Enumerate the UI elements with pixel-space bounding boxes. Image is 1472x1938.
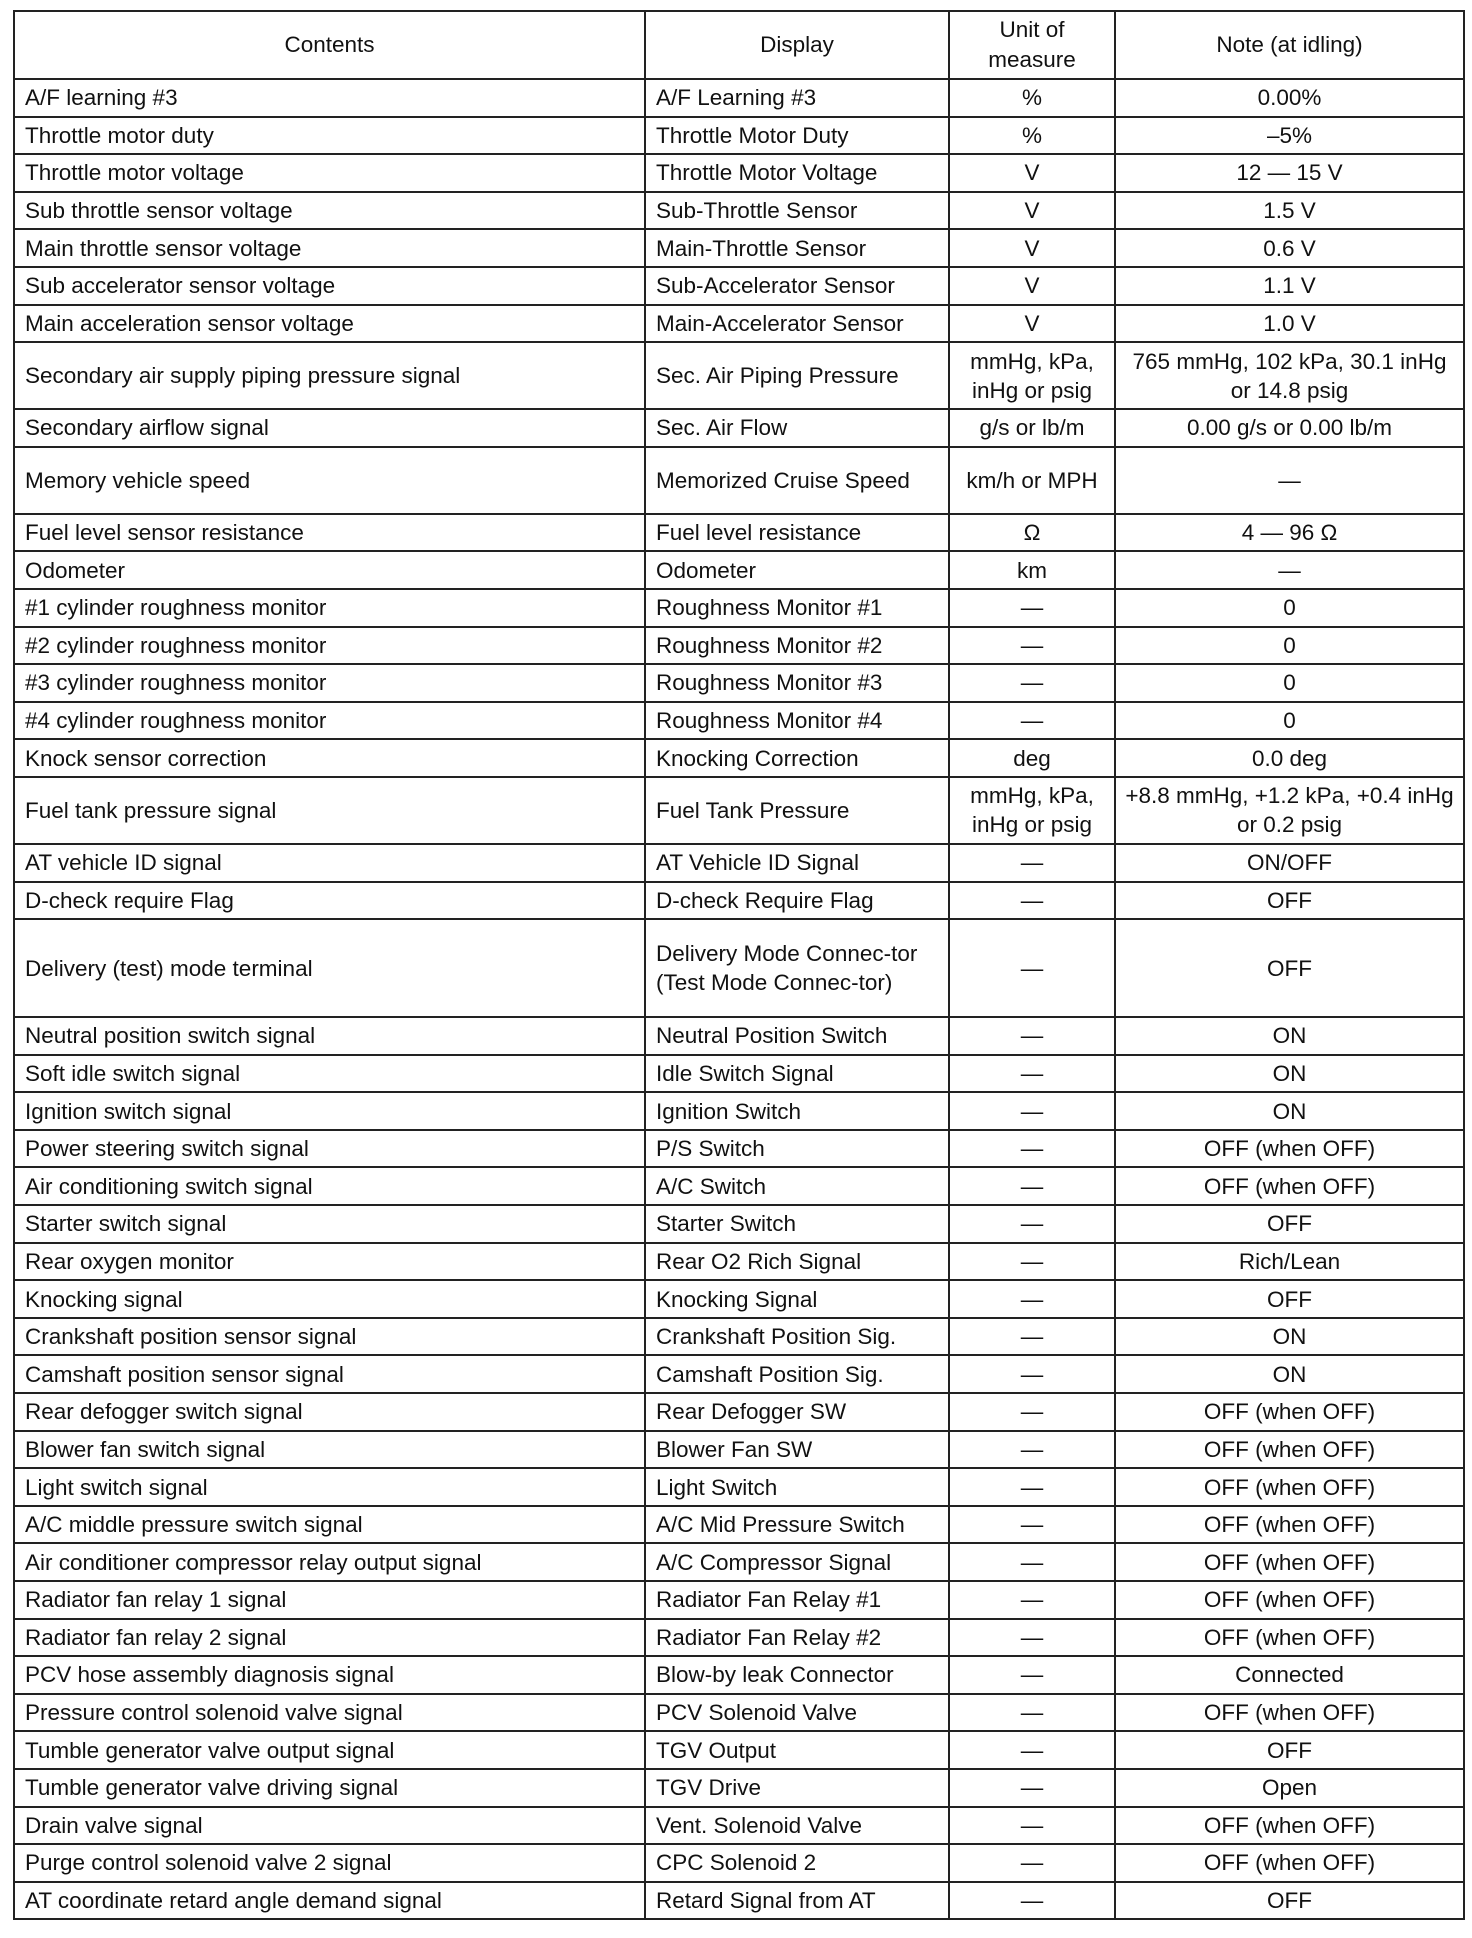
- cell-unit: —: [949, 1431, 1115, 1469]
- cell-display: Rear Defogger SW: [645, 1393, 949, 1431]
- table-row: [14, 919, 1464, 1017]
- cell-display: Sec. Air Flow: [645, 409, 949, 447]
- cell-unit: mmHg, kPa, inHg or psig: [949, 342, 1115, 409]
- cell-note: 1.0 V: [1115, 305, 1464, 343]
- cell-display: CPC Solenoid 2: [645, 1844, 949, 1882]
- table-row: [14, 1468, 1464, 1506]
- cell-display: P/S Switch: [645, 1130, 949, 1168]
- cell-display: Vent. Solenoid Valve: [645, 1807, 949, 1845]
- table-row: [14, 1055, 1464, 1093]
- table-body: [14, 79, 1464, 1919]
- cell-contents: Tumble generator valve driving signal: [14, 1769, 645, 1807]
- cell-display: Ignition Switch: [645, 1092, 949, 1130]
- cell-note: ON: [1115, 1318, 1464, 1356]
- table-row: [14, 117, 1464, 155]
- cell-display: Knocking Correction: [645, 739, 949, 777]
- cell-contents: Air conditioning switch signal: [14, 1167, 645, 1205]
- cell-display: Retard Signal from AT: [645, 1882, 949, 1920]
- cell-display: Starter Switch: [645, 1205, 949, 1243]
- table-row: [14, 589, 1464, 627]
- table-row: [14, 305, 1464, 343]
- cell-unit: km/h or MPH: [949, 447, 1115, 514]
- table-row: [14, 1656, 1464, 1694]
- cell-note: 0.00%: [1115, 79, 1464, 117]
- cell-contents: AT coordinate retard angle demand signal: [14, 1882, 645, 1920]
- cell-display: Main-Throttle Sensor: [645, 229, 949, 267]
- cell-contents: D-check require Flag: [14, 882, 645, 920]
- cell-contents: Sub throttle sensor voltage: [14, 192, 645, 230]
- cell-display: Rear O2 Rich Signal: [645, 1243, 949, 1281]
- cell-contents: Neutral position switch signal: [14, 1017, 645, 1055]
- cell-display: Roughness Monitor #1: [645, 589, 949, 627]
- cell-display: Sub-Throttle Sensor: [645, 192, 949, 230]
- header-display: Display: [645, 11, 949, 79]
- cell-contents: Main throttle sensor voltage: [14, 229, 645, 267]
- cell-unit: %: [949, 117, 1115, 155]
- cell-note: OFF (when OFF): [1115, 1431, 1464, 1469]
- cell-note: Open: [1115, 1769, 1464, 1807]
- table-row: [14, 1543, 1464, 1581]
- cell-unit: —: [949, 1055, 1115, 1093]
- cell-display: Idle Switch Signal: [645, 1055, 949, 1093]
- header-contents: Contents: [14, 11, 645, 79]
- cell-note: 0: [1115, 589, 1464, 627]
- table-row: [14, 1807, 1464, 1845]
- cell-unit: km: [949, 551, 1115, 589]
- table-row: [14, 409, 1464, 447]
- cell-note: 0: [1115, 664, 1464, 702]
- cell-unit: —: [949, 1882, 1115, 1920]
- cell-display: Throttle Motor Voltage: [645, 154, 949, 192]
- table-row: [14, 79, 1464, 117]
- cell-note: ON: [1115, 1092, 1464, 1130]
- cell-contents: Knock sensor correction: [14, 739, 645, 777]
- cell-unit: —: [949, 1355, 1115, 1393]
- table-row: [14, 1506, 1464, 1544]
- cell-display: Roughness Monitor #2: [645, 627, 949, 665]
- cell-contents: #1 cylinder roughness monitor: [14, 589, 645, 627]
- cell-note: OFF (when OFF): [1115, 1506, 1464, 1544]
- cell-contents: Fuel tank pressure signal: [14, 777, 645, 844]
- header-row: [14, 11, 1464, 79]
- cell-contents: Secondary airflow signal: [14, 409, 645, 447]
- cell-note: OFF (when OFF): [1115, 1807, 1464, 1845]
- cell-contents: Delivery (test) mode terminal: [14, 919, 645, 1017]
- table-row: [14, 1167, 1464, 1205]
- table-row: [14, 551, 1464, 589]
- header-note: Note (at idling): [1115, 11, 1464, 79]
- cell-note: Connected: [1115, 1656, 1464, 1694]
- cell-display: Radiator Fan Relay #1: [645, 1581, 949, 1619]
- cell-display: A/C Switch: [645, 1167, 949, 1205]
- cell-unit: —: [949, 882, 1115, 920]
- cell-contents: #2 cylinder roughness monitor: [14, 627, 645, 665]
- cell-note: OFF (when OFF): [1115, 1694, 1464, 1732]
- cell-contents: Memory vehicle speed: [14, 447, 645, 514]
- table-row: [14, 267, 1464, 305]
- cell-unit: —: [949, 1167, 1115, 1205]
- cell-contents: Light switch signal: [14, 1468, 645, 1506]
- cell-note: OFF (when OFF): [1115, 1581, 1464, 1619]
- cell-display: Knocking Signal: [645, 1280, 949, 1318]
- cell-display: TGV Output: [645, 1731, 949, 1769]
- table-row: [14, 154, 1464, 192]
- cell-display: Delivery Mode Connec-tor (Test Mode Connec-tor): [645, 919, 949, 1017]
- cell-note: ON/OFF: [1115, 844, 1464, 882]
- cell-contents: #4 cylinder roughness monitor: [14, 702, 645, 740]
- cell-display: A/C Mid Pressure Switch: [645, 1506, 949, 1544]
- table-row: [14, 1205, 1464, 1243]
- cell-unit: —: [949, 1844, 1115, 1882]
- header-unit: Unit of measure: [949, 11, 1115, 79]
- cell-contents: Blower fan switch signal: [14, 1431, 645, 1469]
- table-row: [14, 1130, 1464, 1168]
- cell-contents: Throttle motor voltage: [14, 154, 645, 192]
- cell-contents: Starter switch signal: [14, 1205, 645, 1243]
- cell-display: Blower Fan SW: [645, 1431, 949, 1469]
- table-row: [14, 342, 1464, 409]
- cell-display: Throttle Motor Duty: [645, 117, 949, 155]
- cell-display: Roughness Monitor #4: [645, 702, 949, 740]
- table-row: [14, 447, 1464, 514]
- table-row: [14, 1393, 1464, 1431]
- cell-display: Fuel level resistance: [645, 514, 949, 552]
- cell-note: 0: [1115, 627, 1464, 665]
- cell-display: Roughness Monitor #3: [645, 664, 949, 702]
- cell-contents: Secondary air supply piping pressure signal: [14, 342, 645, 409]
- cell-unit: —: [949, 1731, 1115, 1769]
- cell-note: ON: [1115, 1055, 1464, 1093]
- cell-contents: Camshaft position sensor signal: [14, 1355, 645, 1393]
- cell-unit: —: [949, 589, 1115, 627]
- cell-note: 765 mmHg, 102 kPa, 30.1 inHg or 14.8 psig: [1115, 342, 1464, 409]
- cell-unit: V: [949, 229, 1115, 267]
- cell-unit: —: [949, 1130, 1115, 1168]
- cell-display: Radiator Fan Relay #2: [645, 1619, 949, 1657]
- cell-contents: Radiator fan relay 1 signal: [14, 1581, 645, 1619]
- cell-unit: V: [949, 267, 1115, 305]
- cell-note: —: [1115, 447, 1464, 514]
- cell-note: Rich/Lean: [1115, 1243, 1464, 1281]
- cell-note: OFF: [1115, 1731, 1464, 1769]
- table-header: [14, 11, 1464, 79]
- cell-display: Camshaft Position Sig.: [645, 1355, 949, 1393]
- cell-note: OFF (when OFF): [1115, 1167, 1464, 1205]
- cell-display: Memorized Cruise Speed: [645, 447, 949, 514]
- cell-note: ON: [1115, 1355, 1464, 1393]
- cell-note: –5%: [1115, 117, 1464, 155]
- cell-display: Odometer: [645, 551, 949, 589]
- cell-contents: PCV hose assembly diagnosis signal: [14, 1656, 645, 1694]
- cell-unit: —: [949, 1205, 1115, 1243]
- table-row: [14, 844, 1464, 882]
- cell-contents: Drain valve signal: [14, 1807, 645, 1845]
- table-row: [14, 1280, 1464, 1318]
- cell-unit: —: [949, 627, 1115, 665]
- cell-contents: A/C middle pressure switch signal: [14, 1506, 645, 1544]
- cell-contents: Sub accelerator sensor voltage: [14, 267, 645, 305]
- cell-unit: —: [949, 1694, 1115, 1732]
- cell-note: OFF (when OFF): [1115, 1619, 1464, 1657]
- cell-unit: V: [949, 305, 1115, 343]
- cell-unit: —: [949, 1017, 1115, 1055]
- cell-unit: V: [949, 192, 1115, 230]
- cell-display: TGV Drive: [645, 1769, 949, 1807]
- cell-unit: deg: [949, 739, 1115, 777]
- cell-display: Sec. Air Piping Pressure: [645, 342, 949, 409]
- cell-unit: mmHg, kPa, inHg or psig: [949, 777, 1115, 844]
- cell-note: OFF (when OFF): [1115, 1468, 1464, 1506]
- cell-display: A/C Compressor Signal: [645, 1543, 949, 1581]
- table-row: [14, 882, 1464, 920]
- table-row: [14, 229, 1464, 267]
- cell-display: Fuel Tank Pressure: [645, 777, 949, 844]
- cell-unit: —: [949, 664, 1115, 702]
- cell-contents: Ignition switch signal: [14, 1092, 645, 1130]
- table-row: [14, 192, 1464, 230]
- table-row: [14, 739, 1464, 777]
- cell-note: OFF: [1115, 882, 1464, 920]
- cell-note: 1.1 V: [1115, 267, 1464, 305]
- table-row: [14, 702, 1464, 740]
- cell-display: AT Vehicle ID Signal: [645, 844, 949, 882]
- table-row: [14, 1731, 1464, 1769]
- cell-unit: %: [949, 79, 1115, 117]
- cell-note: 0.6 V: [1115, 229, 1464, 267]
- cell-unit: —: [949, 1543, 1115, 1581]
- cell-unit: —: [949, 1619, 1115, 1657]
- cell-note: 0.0 deg: [1115, 739, 1464, 777]
- cell-unit: V: [949, 154, 1115, 192]
- cell-unit: —: [949, 844, 1115, 882]
- cell-note: OFF: [1115, 1205, 1464, 1243]
- cell-contents: Crankshaft position sensor signal: [14, 1318, 645, 1356]
- cell-note: —: [1115, 551, 1464, 589]
- cell-note: 0: [1115, 702, 1464, 740]
- cell-note: ON: [1115, 1017, 1464, 1055]
- cell-display: Main-Accelerator Sensor: [645, 305, 949, 343]
- cell-display: Sub-Accelerator Sensor: [645, 267, 949, 305]
- table-row: [14, 1243, 1464, 1281]
- table-row: [14, 1431, 1464, 1469]
- cell-note: OFF: [1115, 919, 1464, 1017]
- cell-display: Blow-by leak Connector: [645, 1656, 949, 1694]
- cell-contents: A/F learning #3: [14, 79, 645, 117]
- cell-unit: —: [949, 1318, 1115, 1356]
- cell-note: 0.00 g/s or 0.00 lb/m: [1115, 409, 1464, 447]
- table-row: [14, 1882, 1464, 1920]
- cell-unit: —: [949, 1769, 1115, 1807]
- cell-contents: Odometer: [14, 551, 645, 589]
- table-row: [14, 1619, 1464, 1657]
- cell-note: OFF (when OFF): [1115, 1393, 1464, 1431]
- cell-unit: —: [949, 1807, 1115, 1845]
- table-row: [14, 514, 1464, 552]
- cell-note: OFF (when OFF): [1115, 1543, 1464, 1581]
- cell-contents: Throttle motor duty: [14, 117, 645, 155]
- cell-unit: Ω: [949, 514, 1115, 552]
- cell-unit: —: [949, 1506, 1115, 1544]
- cell-unit: —: [949, 1656, 1115, 1694]
- cell-display: Neutral Position Switch: [645, 1017, 949, 1055]
- cell-note: 4 — 96 Ω: [1115, 514, 1464, 552]
- cell-contents: Rear oxygen monitor: [14, 1243, 645, 1281]
- table-row: [14, 1092, 1464, 1130]
- cell-note: OFF (when OFF): [1115, 1844, 1464, 1882]
- cell-note: OFF: [1115, 1280, 1464, 1318]
- cell-unit: g/s or lb/m: [949, 409, 1115, 447]
- cell-contents: Knocking signal: [14, 1280, 645, 1318]
- cell-unit: —: [949, 1092, 1115, 1130]
- table-row: [14, 1844, 1464, 1882]
- table-row: [14, 627, 1464, 665]
- cell-display: PCV Solenoid Valve: [645, 1694, 949, 1732]
- table-row: [14, 1769, 1464, 1807]
- cell-contents: #3 cylinder roughness monitor: [14, 664, 645, 702]
- cell-contents: Radiator fan relay 2 signal: [14, 1619, 645, 1657]
- cell-note: OFF (when OFF): [1115, 1130, 1464, 1168]
- cell-note: 1.5 V: [1115, 192, 1464, 230]
- cell-unit: —: [949, 1581, 1115, 1619]
- cell-note: +8.8 mmHg, +1.2 kPa, +0.4 inHg or 0.2 psig: [1115, 777, 1464, 844]
- table-row: [14, 1017, 1464, 1055]
- cell-contents: Fuel level sensor resistance: [14, 514, 645, 552]
- table-row: [14, 664, 1464, 702]
- cell-display: Light Switch: [645, 1468, 949, 1506]
- cell-contents: Soft idle switch signal: [14, 1055, 645, 1093]
- cell-display: Crankshaft Position Sig.: [645, 1318, 949, 1356]
- table-row: [14, 1694, 1464, 1732]
- cell-contents: Main acceleration sensor voltage: [14, 305, 645, 343]
- cell-note: 12 — 15 V: [1115, 154, 1464, 192]
- cell-unit: —: [949, 1280, 1115, 1318]
- cell-contents: Purge control solenoid valve 2 signal: [14, 1844, 645, 1882]
- cell-display: D-check Require Flag: [645, 882, 949, 920]
- cell-unit: —: [949, 1468, 1115, 1506]
- table-row: [14, 1581, 1464, 1619]
- data-table: [13, 10, 1465, 1920]
- cell-unit: —: [949, 702, 1115, 740]
- cell-contents: Power steering switch signal: [14, 1130, 645, 1168]
- table-row: [14, 1355, 1464, 1393]
- cell-note: OFF: [1115, 1882, 1464, 1920]
- table-row: [14, 777, 1464, 844]
- cell-unit: —: [949, 1243, 1115, 1281]
- cell-display: A/F Learning #3: [645, 79, 949, 117]
- cell-contents: Tumble generator valve output signal: [14, 1731, 645, 1769]
- cell-unit: —: [949, 919, 1115, 1017]
- cell-contents: Rear defogger switch signal: [14, 1393, 645, 1431]
- cell-contents: Air conditioner compressor relay output signal: [14, 1543, 645, 1581]
- cell-contents: AT vehicle ID signal: [14, 844, 645, 882]
- table-row: [14, 1318, 1464, 1356]
- cell-contents: Pressure control solenoid valve signal: [14, 1694, 645, 1732]
- cell-unit: —: [949, 1393, 1115, 1431]
